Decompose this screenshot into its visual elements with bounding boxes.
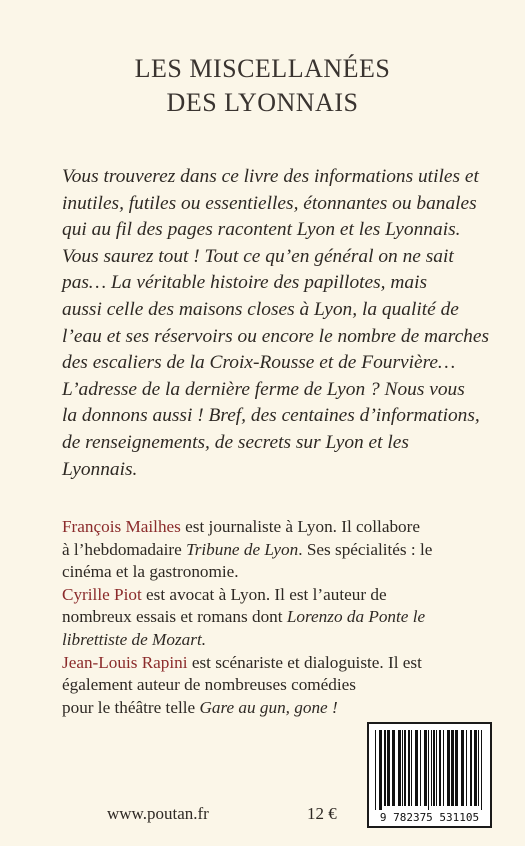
barcode-bar [420,730,421,806]
bio-line [62,584,492,607]
blurb-line: la donnons aussi ! Bref, des centaines d’informations, [62,405,480,427]
blurb-line: aussi celle des maisons closes à Lyon, la qualité de [62,298,459,320]
barcode-bar [436,730,437,806]
barcode-bar [451,730,454,806]
barcode-bar [439,730,441,806]
barcode-bar [411,730,412,806]
barcode-bar [474,730,477,806]
barcode-bar [433,730,435,806]
barcode-bar [447,730,450,806]
bio-text: est avocat à Lyon. Il est l’auteur de [141,584,387,604]
blurb-line: pas… La véritable histoire des papillotes, mais [62,272,428,294]
barcode-bar [398,730,401,806]
publication-title: Tribune de Lyon [186,539,299,559]
barcode-bar [375,730,376,810]
barcode-bar [384,730,386,806]
barcode-bar [392,730,395,806]
bio-line [62,606,492,629]
bio-line: également auteur de nombreuses comédies [62,675,356,695]
bio-text: . Ses spécialités : le [298,539,433,559]
blurb-line: L’adresse de la dernière ferme de Lyon ? Nous vous [62,378,465,400]
blurb-line: Lyonnais. [62,458,138,480]
blurb-line: Vous saurez tout ! Tout ce qu’en général on ne sait [62,245,454,267]
isbn-barcode [367,722,492,828]
barcode-bar [461,730,464,806]
barcode-bar [408,730,410,806]
blurb-line: Vous trouverez dans ce livre des informations utiles et [62,166,479,187]
back-cover-blurb [62,164,492,483]
bio-line [62,652,492,675]
blurb-line: de renseignements, de secrets sur Lyon et les [62,431,409,453]
barcode-bars [369,724,490,826]
publisher-url[interactable]: www.poutan.fr [107,804,209,823]
blurb-line: inutiles, futiles ou essentielles, étonnantes ou banales [62,192,477,214]
author-name-mailhes: François Mailhes [62,517,181,536]
blurb-line: des escaliers de la Croix-Rousse et de Fourvière… [62,352,456,374]
author-name-rapini: Jean-Louis Rapini [62,652,188,672]
title-line-2: DES LYONNAIS [166,88,359,117]
title-line-1: LES MISCELLANÉES [134,54,391,83]
author-name-piot: Cyrille Piot [62,584,142,604]
blurb-line: qui au fil des pages racontent Lyon et les Lyonnais. [62,219,461,241]
barcode-bar [443,730,444,806]
barcode-bar [478,730,479,806]
barcode-bar [431,730,432,806]
barcode-bar [379,730,382,810]
author-bios [62,516,492,719]
bio-line: cinéma et la gastronomie. [62,562,239,582]
bio-text: est scénariste et dialoguiste. Il est [187,652,422,672]
bio-line [62,516,492,539]
book-reference: librettiste de Mozart. [62,629,207,649]
bio-text: est journaliste à Lyon. Il collabore [180,517,420,536]
barcode-bar [387,730,390,806]
price-label: 12 € [307,804,337,823]
barcode-bar [455,730,458,806]
bio-text: nombreux essais et romans dont [62,607,287,627]
barcode-bar [466,730,467,806]
barcode-bar [402,730,403,806]
bio-text: pour le théâtre telle [62,697,200,717]
play-title: Gare au gun, gone ! [199,697,338,717]
barcode-bar [481,730,482,810]
barcode-bar [428,730,429,810]
barcode-bar [470,730,472,806]
book-title [0,52,525,120]
bio-text: à l’hebdomadaire [62,539,187,559]
barcode-bar [424,730,427,806]
barcode-bar [404,730,406,806]
book-reference: Lorenzo da Ponte le [286,607,426,627]
bio-line [62,697,492,720]
barcode-bar [415,730,418,806]
blurb-line: l’eau et ses réservoirs ou encore le nombre de marches [62,325,490,347]
barcode-digits: 9 782375 531105 [379,811,480,824]
bio-line [62,539,492,562]
